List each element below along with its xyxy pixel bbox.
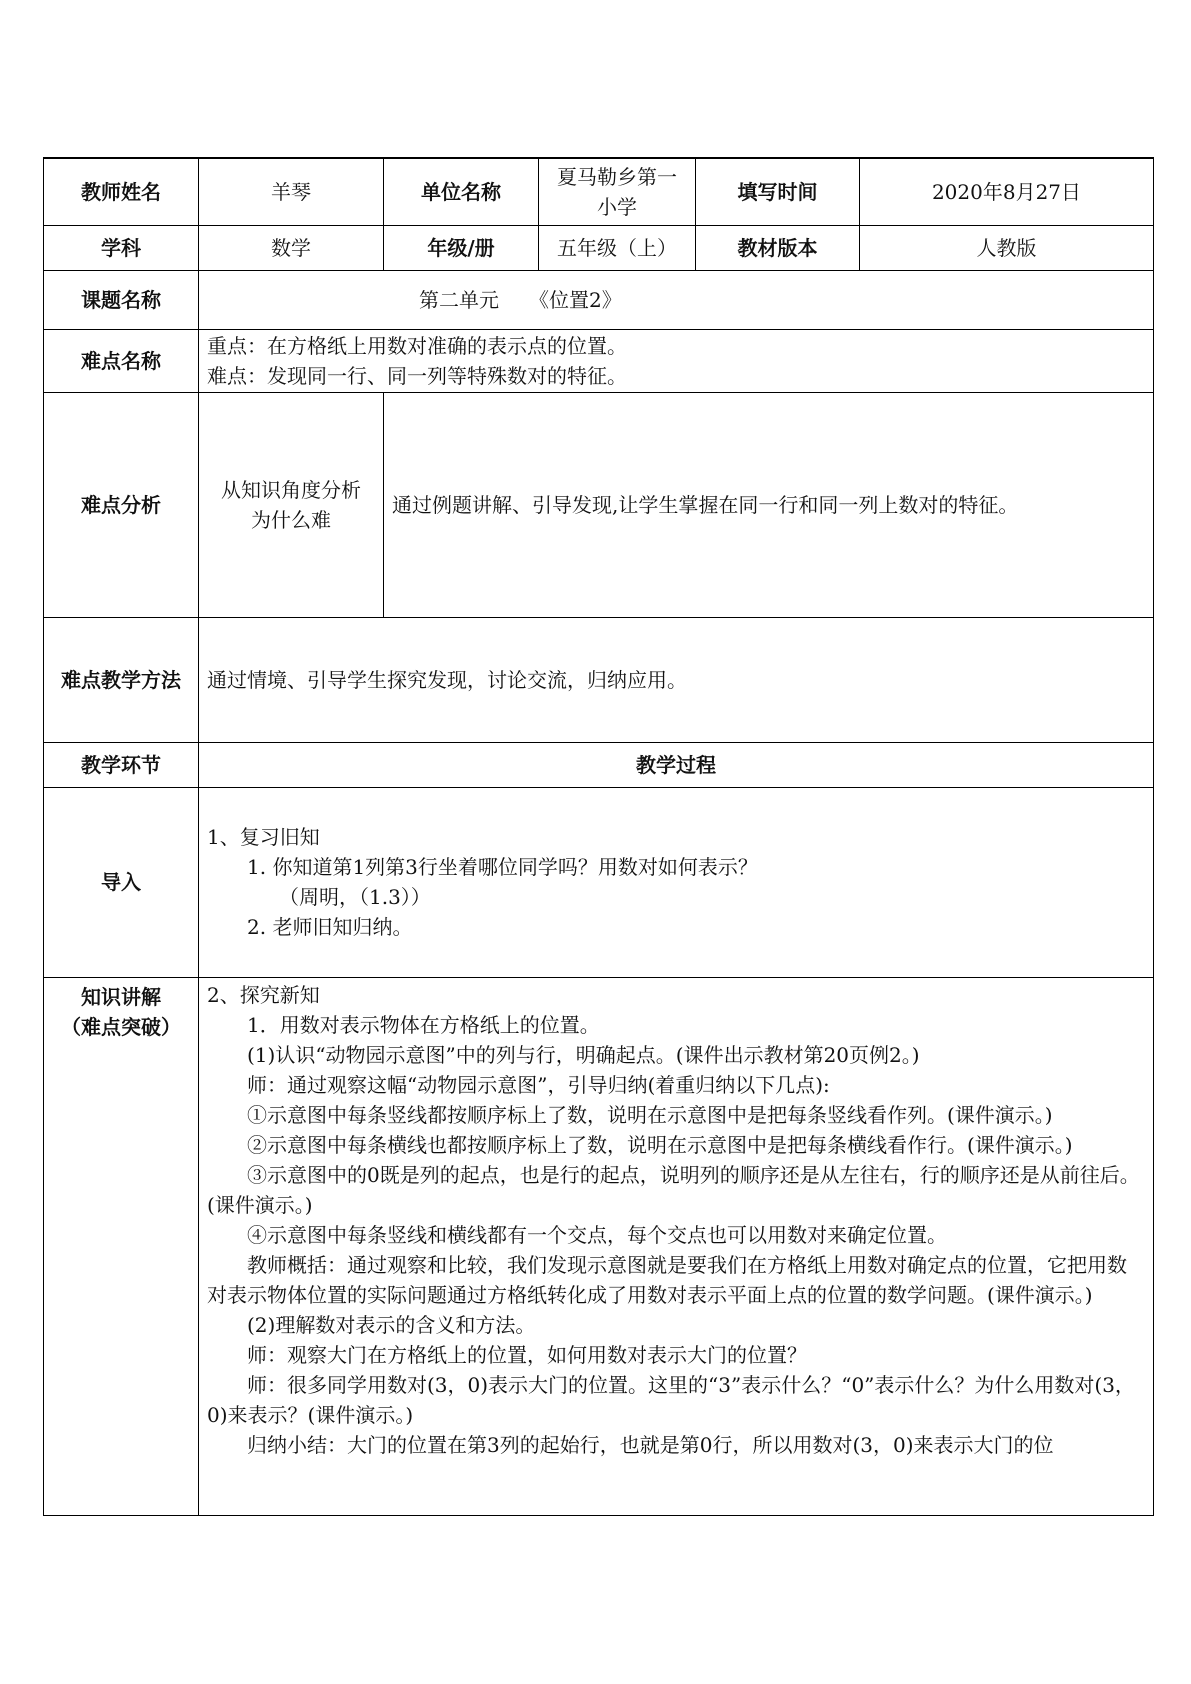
- knowledge-line: 师：很多同学用数对(3，0)表示大门的位置。这里的“3”表示什么？“0”表示什么？为什么用数对(3，0)来表示？(课件演示。): [207, 1372, 1135, 1427]
- topic-label: 课题名称: [44, 270, 199, 329]
- method-value: 通过情境、引导学生探究发现，讨论交流，归纳应用。: [199, 617, 1154, 742]
- method-label: 难点教学方法: [44, 617, 199, 742]
- intro-line: 1、复习旧知: [207, 825, 320, 849]
- knowledge-line: ①示意图中每条竖线都按顺序标上了数，说明在示意图中是把每条竖线看作列。(课件演示。): [247, 1102, 1053, 1127]
- analysis-row: [44, 392, 1154, 617]
- knowledge-line: ③示意图中的0既是列的起点，也是行的起点，说明列的顺序还是从左往右，行的顺序还是从前往后。(课件演示。): [207, 1162, 1140, 1217]
- subject-label: 学科: [44, 225, 199, 270]
- analysis-label: 难点分析: [44, 392, 199, 617]
- process-header-row: [44, 742, 1154, 787]
- unit-label: 单位名称: [384, 158, 539, 225]
- key-point-text: 重点：在方格纸上用数对准确的表示点的位置。: [207, 333, 627, 358]
- knowledge-label-line1: 知识讲解: [81, 984, 161, 1009]
- knowledge-line: 2、探究新知: [207, 982, 320, 1007]
- grade-value: 五年级（上）: [539, 225, 696, 270]
- lesson-plan-table: [43, 157, 1154, 1516]
- unit-value: 夏马勒乡第一小学: [539, 158, 696, 225]
- teacher-label: 教师姓名: [44, 158, 199, 225]
- process-col2-header: 教学过程: [199, 742, 1154, 787]
- difficulty-label: 难点名称: [44, 329, 199, 392]
- grade-label: 年级/册: [384, 225, 539, 270]
- teacher-value: 羊琴: [199, 158, 384, 225]
- analysis-sub-label: 从知识角度分析为什么难: [199, 392, 384, 617]
- knowledge-row: [44, 977, 1154, 1515]
- knowledge-line: 1．用数对表示物体在方格纸上的位置。: [247, 1012, 600, 1037]
- date-value: 2020年8月27日: [860, 158, 1154, 225]
- difficulty-content: [199, 329, 1154, 392]
- difficult-point-text: 难点：发现同一行、同一列等特殊数对的特征。: [207, 363, 627, 388]
- intro-line: （周明，（1.3））: [279, 885, 431, 909]
- edition-label: 教材版本: [696, 225, 860, 270]
- knowledge-line: 师：观察大门在方格纸上的位置，如何用数对表示大门的位置？: [247, 1342, 807, 1367]
- intro-line: 2. 老师旧知归纳。: [247, 915, 413, 939]
- header-row-1: [44, 158, 1154, 225]
- method-row: [44, 617, 1154, 742]
- header-row-2: [44, 225, 1154, 270]
- process-col1-header: 教学环节: [44, 742, 199, 787]
- difficulty-row: [44, 329, 1154, 392]
- knowledge-line: 归纳小结：大门的位置在第3列的起始行，也就是第0行，所以用数对(3，0)来表示大门的位: [247, 1432, 1054, 1457]
- knowledge-line: (2)理解数对表示的含义和方法。: [247, 1312, 536, 1337]
- intro-label: 导入: [44, 787, 199, 977]
- knowledge-line: ④示意图中每条竖线和横线都有一个交点，每个交点也可以用数对来确定位置。: [247, 1222, 947, 1247]
- date-label: 填写时间: [696, 158, 860, 225]
- knowledge-content: [199, 977, 1154, 1515]
- knowledge-label-line2: （难点突破）: [61, 1014, 181, 1039]
- knowledge-line: ②示意图中每条横线也都按顺序标上了数，说明在示意图中是把每条横线看作行。(课件演示。): [247, 1132, 1073, 1157]
- intro-row: [44, 787, 1154, 977]
- intro-content: [199, 787, 1154, 977]
- topic-row: [44, 270, 1154, 329]
- edition-value: 人教版: [860, 225, 1154, 270]
- subject-value: 数学: [199, 225, 384, 270]
- knowledge-line: 教师概括：通过观察和比较，我们发现示意图就是要我们在方格纸上用数对确定点的位置，它把用数对表示物体位置的实际问题通过方格纸转化成了用数对表示平面上点的位置的数学问题。(课件演示。): [207, 1252, 1127, 1307]
- topic-value: 第二单元 《位置2》: [199, 270, 1154, 329]
- knowledge-line: 师：通过观察这幅“动物园示意图”，引导归纳(着重归纳以下几点):: [247, 1072, 830, 1097]
- knowledge-line: (1)认识“动物园示意图”中的列与行，明确起点。(课件出示教材第20页例2。): [247, 1042, 920, 1067]
- knowledge-label: [44, 977, 199, 1515]
- intro-line: 1. 你知道第1列第3行坐着哪位同学吗？用数对如何表示？: [247, 855, 758, 879]
- analysis-value: 通过例题讲解、引导发现,让学生掌握在同一行和同一列上数对的特征。: [384, 392, 1154, 617]
